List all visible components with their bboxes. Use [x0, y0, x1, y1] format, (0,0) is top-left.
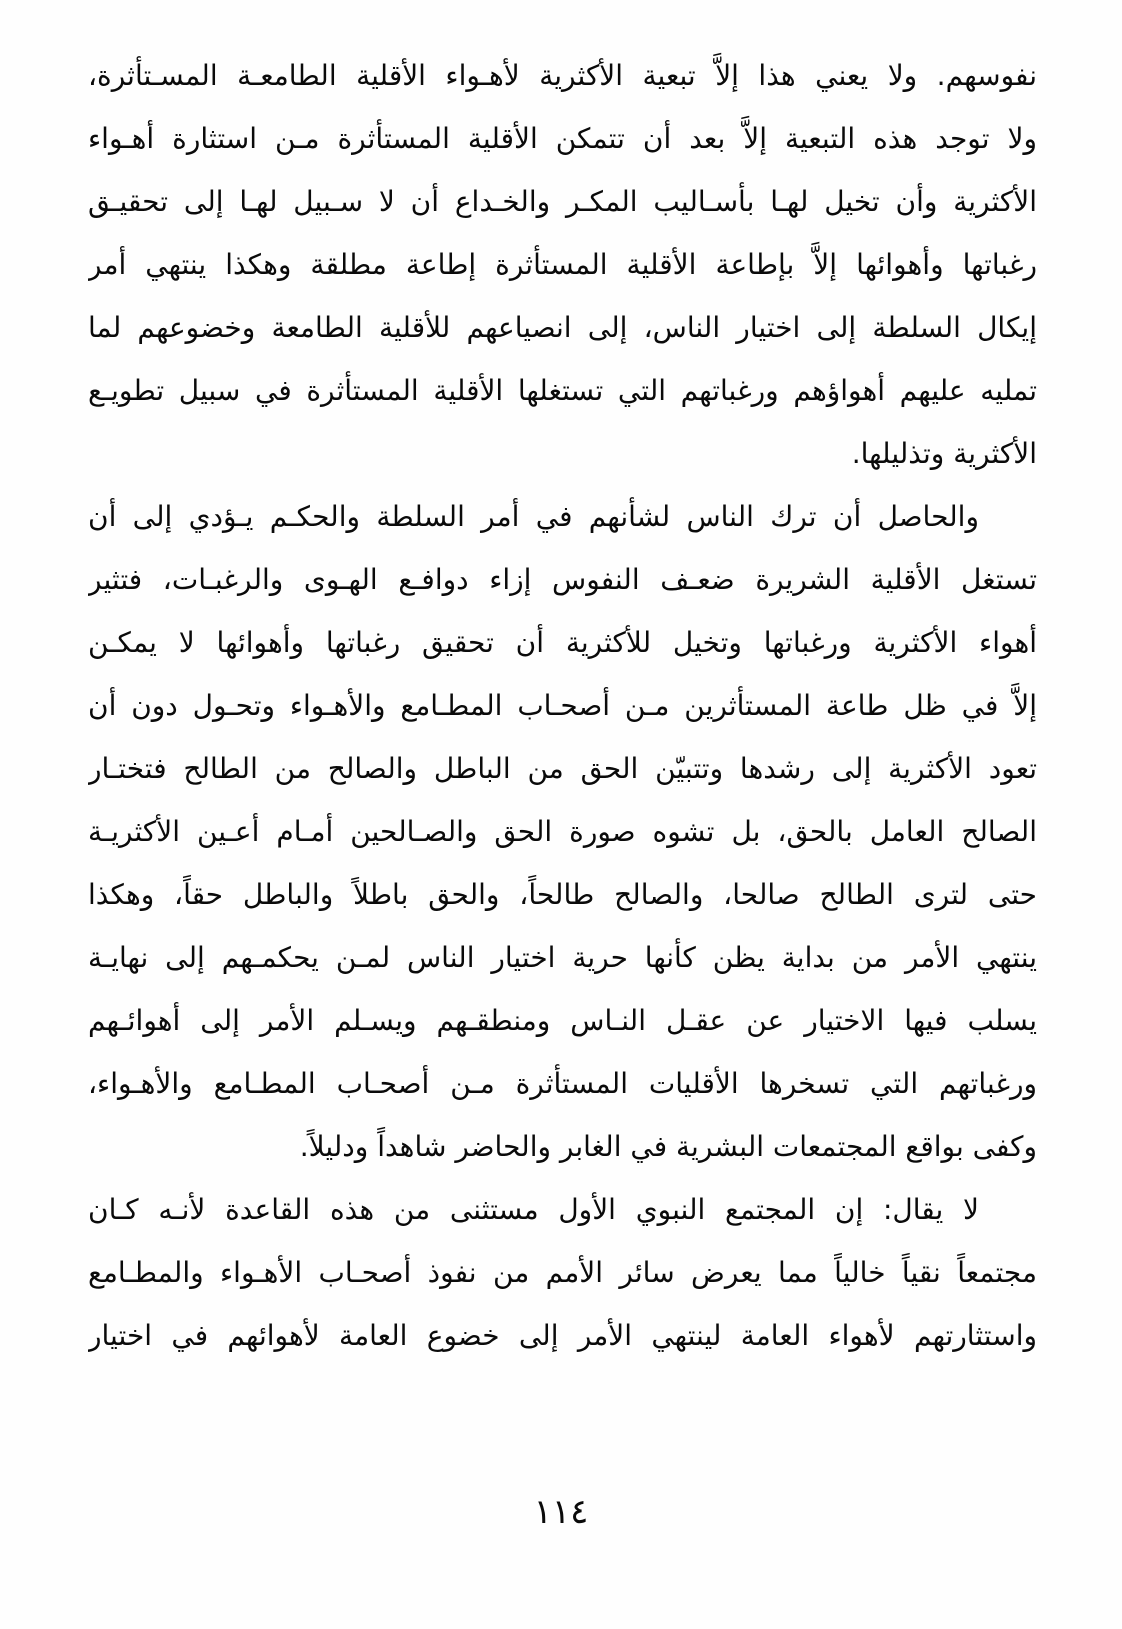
text-line: الأكثرية وأن تخيل لهـا بأسـاليب المكـر والخـداع أن لا سـبيل لهـا إلى تحقيـق [88, 185, 1037, 218]
page-number: ١١٤ [533, 1492, 589, 1532]
text-line: أهواء الأكثرية ورغباتها وتخيل للأكثرية أن تحقيق رغباتها وأهوائها لا يمكـن [88, 626, 1037, 659]
text-line-paragraph-end: وكفى بواقع المجتمعات البشرية في الغابر والحاضر شاهداً ودليلاً. [299, 1130, 1037, 1163]
text-line: إيكال السلطة إلى اختيار الناس، إلى انصياعهم للأقلية الطامعة وخضوعهم لما [88, 311, 1037, 344]
text-line: تستغل الأقلية الشريرة ضعـف النفوس إزاء دوافـع الهـوى والرغبـات، فتثير [88, 563, 1037, 596]
text-line: يسلب فيها الاختيار عن عقـل النـاس ومنطقـهم ويسـلم الأمر إلى أهوائـهم [88, 1004, 1037, 1037]
text-line: إلاَّ في ظل طاعة المستأثرين مـن أصحـاب المطـامع والأهـواء وتحـول دون أن [88, 689, 1037, 722]
text-line: ينتهي الأمر من بداية يظن كأنها حرية اختيار الناس لمـن يحكمـهم إلى نهايـة [88, 941, 1037, 974]
text-line-paragraph-end: الأكثرية وتذليلها. [851, 437, 1037, 470]
text-line-paragraph-start: لا يقال: إن المجتمع النبوي الأول مستثنى من هذه القاعدة لأنـه كـان [88, 1193, 979, 1226]
body-text [88, 44, 1037, 1367]
text-line: مجتمعاً نقياً خالياً مما يعرض سائر الأمم من نفوذ أصحـاب الأهـواء والمطـامع [88, 1256, 1037, 1289]
text-line: رغباتها وأهوائها إلاَّ بإطاعة الأقلية المستأثرة إطاعة مطلقة وهكذا ينتهي أمر [88, 248, 1037, 281]
text-line: واستثارتهم لأهواء العامة لينتهي الأمر إلى خضوع العامة لأهوائهم في اختيار [88, 1319, 1037, 1352]
text-line-paragraph-start: والحاصل أن ترك الناس لشأنهم في أمر السلطة والحكـم يـؤدي إلى أن [88, 500, 979, 533]
text-line: الصالح العامل بالحق، بل تشوه صورة الحق والصـالحين أمـام أعـين الأكثريـة [88, 815, 1037, 848]
text-line: تعود الأكثرية إلى رشدها وتتبيّن الحق من الباطل والصالح من الطالح فتختـار [88, 752, 1037, 785]
text-line: نفوسهم. ولا يعني هذا إلاَّ تبعية الأكثرية لأهـواء الأقلية الطامعـة المسـتأثرة، [88, 59, 1037, 92]
text-line: تمليه عليهم أهواؤهم ورغباتهم التي تستغلها الأقلية المستأثرة في سبيل تطويـع [88, 374, 1037, 407]
text-line: ورغباتهم التي تسخرها الأقليات المستأثرة مـن أصحـاب المطـامع والأهـواء، [88, 1067, 1037, 1100]
text-line: ولا توجد هذه التبعية إلاَّ بعد أن تتمكن الأقلية المستأثرة مـن استثارة أهـواء [88, 122, 1037, 155]
text-line: حتى لترى الطالح صالحا، والصالح طالحاً، والحق باطلاً والباطل حقاً، وهكذا [88, 878, 1037, 911]
